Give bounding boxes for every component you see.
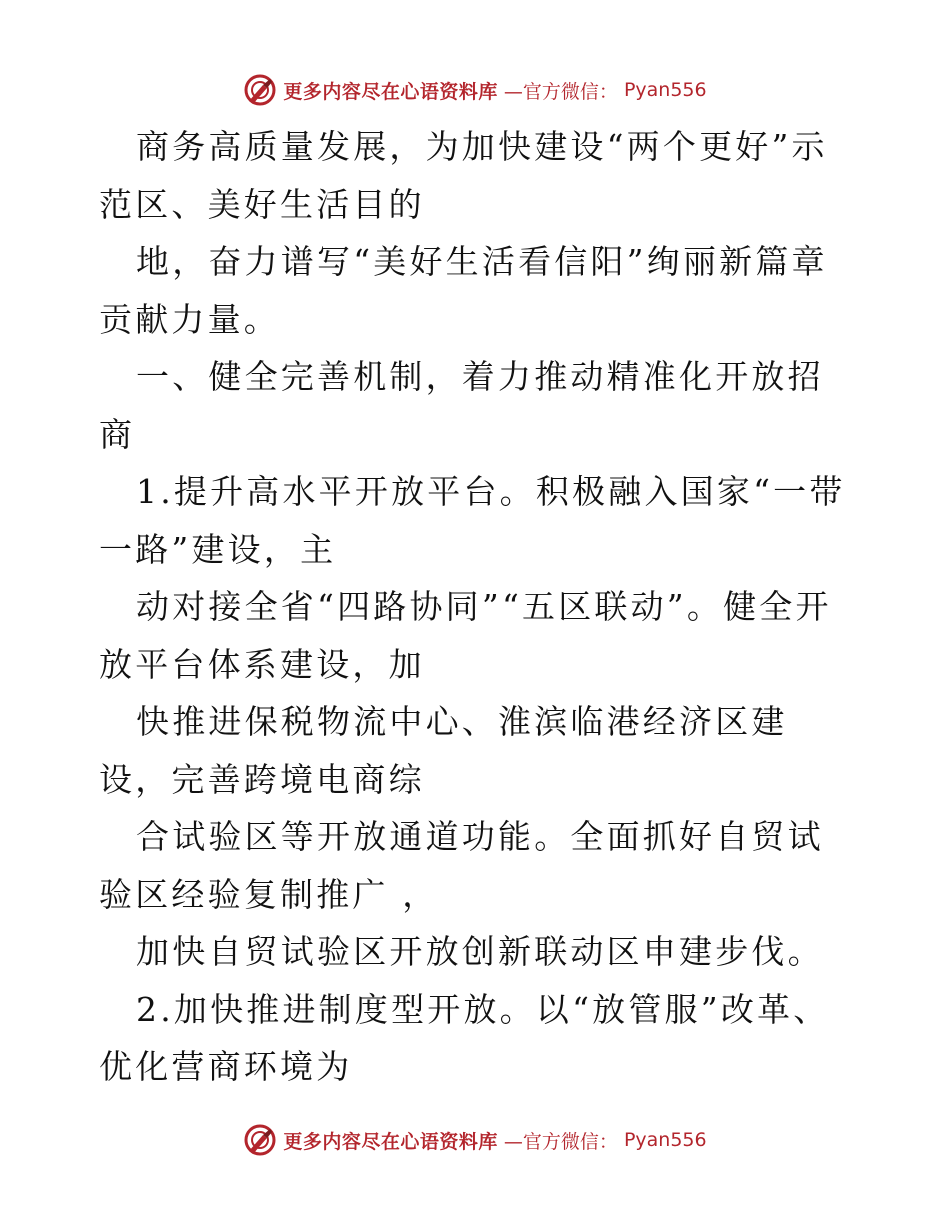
footer-watermark [0, 1120, 950, 1160]
paragraph: 快推进保税物流中心、淮滨临港经济区建设，完善跨境电商综 [99, 702, 788, 799]
pen-logo-icon [243, 73, 277, 107]
watermark-main-text: 更多内容尽在心语资料库 [283, 1130, 498, 1153]
pen-logo-icon [243, 1123, 277, 1157]
watermark-account: Pyan556 [623, 79, 707, 101]
watermark-account: Pyan556 [623, 1129, 707, 1151]
paragraph: 加快自贸试验区开放创新联动区申建步伐。 [136, 932, 824, 971]
header-watermark [0, 70, 950, 110]
document-body [99, 118, 859, 1096]
paragraph: 合试验区等开放通道功能。全面抓好自贸试验区经验复制推广 ， [99, 817, 824, 914]
section-heading: 一、健全完善机制，着力推动精准化开放招商 [99, 357, 824, 454]
paragraph: 动对接全省“四路协同”“五区联动”。健全开放平台体系建设，加 [99, 587, 832, 684]
watermark-main-text: 更多内容尽在心语资料库 [283, 80, 498, 103]
paragraph: 1.提升高水平开放平台。积极融入国家“一带一路”建设，主 [99, 472, 846, 569]
paragraph: 2.加快推进制度型开放。以“放管服”改革、优化营商环境为 [99, 989, 830, 1086]
paragraph: 地，奋力谱写“美好生活看信阳”绚丽新篇章贡献力量。 [99, 242, 828, 339]
paragraph: 商务高质量发展，为加快建设“两个更好”示范区、美好生活目的 [99, 127, 828, 224]
watermark-separator: —官方微信： [503, 1130, 618, 1153]
watermark-separator: —官方微信： [503, 80, 618, 103]
